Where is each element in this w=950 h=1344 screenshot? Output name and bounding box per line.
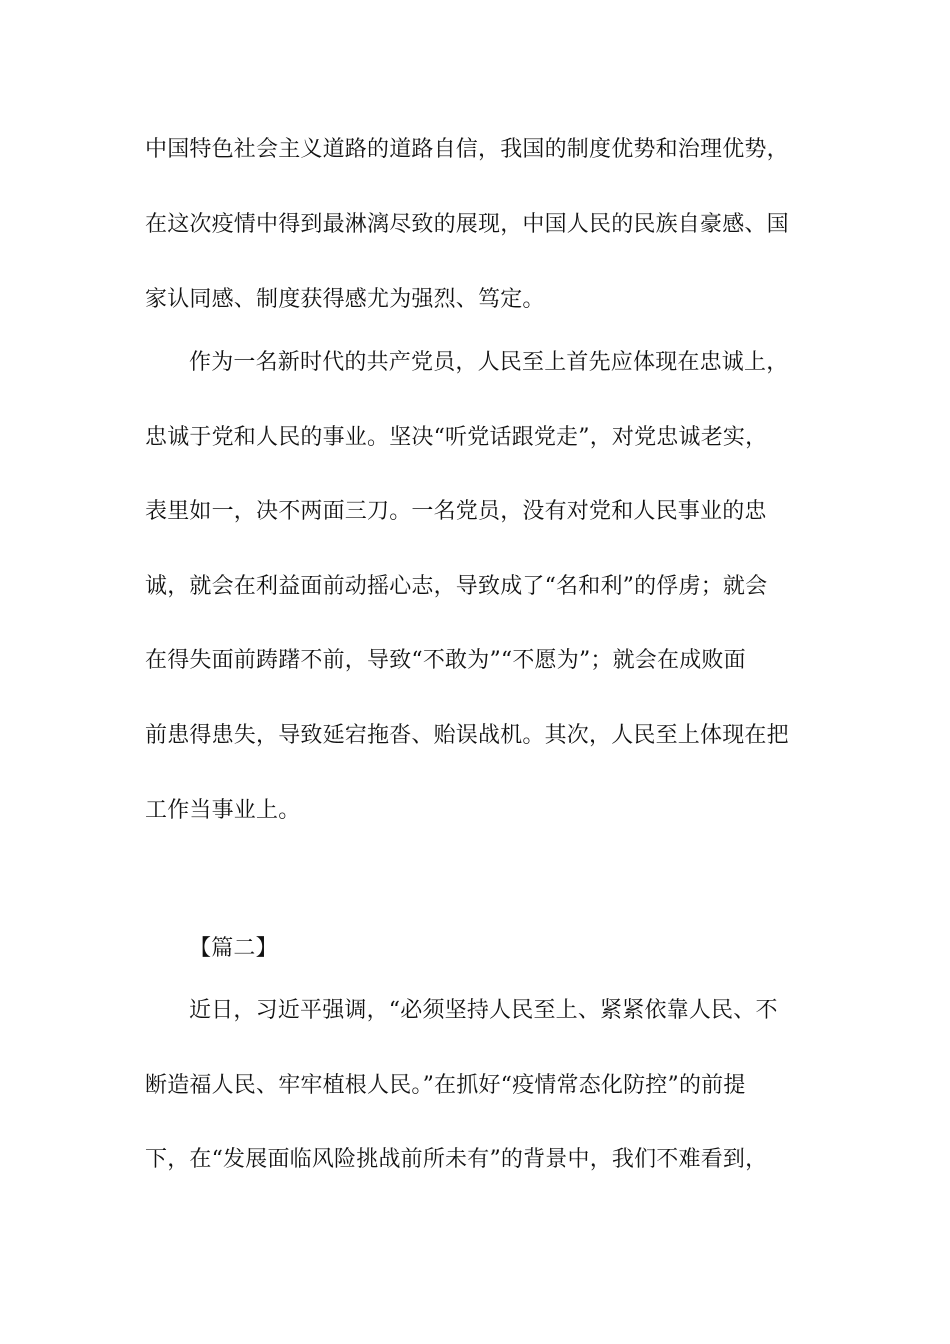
paragraph-1-line-2: 在这次疫情中得到最淋漓尽致的展现，中国人民的民族自豪感、国 (145, 212, 789, 237)
paragraph-2-line-7: 工作当事业上。 (145, 798, 301, 823)
paragraph-1-line-3: 家认同感、制度获得感尤为强烈、笃定。 (145, 287, 545, 312)
paragraph-3-line-1: 近日，习近平强调，“必须坚持人民至上、紧紧依靠人民、不 (189, 998, 778, 1023)
paragraph-2-line-6: 前患得患失，导致延宕拖沓、贻误战机。其次，人民至上体现在把 (145, 723, 789, 748)
paragraph-2-line-5: 在得失面前踌躇不前，导致“不敢为”“不愿为”；就会在成败面 (145, 648, 746, 673)
paragraph-2-line-4: 诚，就会在利益面前动摇心志，导致成了“名和利”的俘虏；就会 (145, 574, 768, 599)
paragraph-2-line-3: 表里如一，决不两面三刀。一名党员，没有对党和人民事业的忠 (145, 499, 767, 524)
paragraph-3-line-3: 下，在“发展面临风险挑战前所未有”的背景中，我们不难看到， (145, 1147, 768, 1172)
paragraph-2-line-2: 忠诚于党和人民的事业。坚决“听党话跟党走”，对党忠诚老实， (145, 425, 768, 450)
section-heading: 【篇二】 (189, 936, 278, 961)
paragraph-3-line-2: 断造福人民、牢牢植根人民。”在抓好“疫情常态化防控”的前提 (145, 1073, 746, 1098)
paragraph-1-line-1: 中国特色社会主义道路的道路自信，我国的制度优势和治理优势， (145, 137, 789, 162)
paragraph-2-line-1: 作为一名新时代的共产党员，人民至上首先应体现在忠诚上， (189, 350, 789, 375)
